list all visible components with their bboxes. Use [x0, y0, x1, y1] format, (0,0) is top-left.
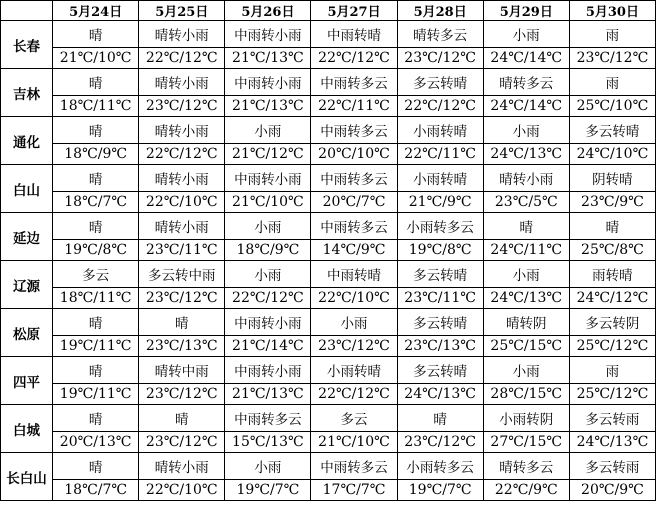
temperature-cell: 21℃/12℃	[225, 144, 311, 165]
temperature-cell: 19℃/11℃	[53, 384, 139, 405]
temperature-cell: 24℃/13℃	[483, 288, 569, 309]
city-weather-row	[1, 405, 656, 432]
weather-cell: 晴转多云	[483, 69, 569, 96]
weather-cell: 晴	[53, 405, 139, 432]
temperature-cell: 23℃/12℃	[569, 48, 655, 69]
weather-cell: 小雨转晴	[397, 117, 483, 144]
temperature-cell: 21℃/13℃	[225, 96, 311, 117]
weather-cell: 晴转中雨	[139, 357, 225, 384]
temperature-cell: 20℃/9℃	[569, 480, 655, 501]
weather-cell: 小雨	[483, 21, 569, 48]
weather-cell: 多云转晴	[397, 309, 483, 336]
temperature-cell: 22℃/12℃	[139, 144, 225, 165]
temperature-cell: 23℃/12℃	[139, 288, 225, 309]
temperature-cell: 21℃/14℃	[225, 336, 311, 357]
weather-cell: 雨转晴	[569, 261, 655, 288]
temperature-cell: 18℃/9℃	[225, 240, 311, 261]
weather-cell: 晴转阴	[483, 309, 569, 336]
weather-cell: 阴转晴	[569, 165, 655, 192]
date-header: 5月24日	[53, 1, 139, 21]
weather-cell: 晴	[483, 213, 569, 240]
table-body	[1, 1, 656, 501]
temperature-cell: 22℃/12℃	[311, 384, 397, 405]
date-header: 5月27日	[311, 1, 397, 21]
weather-cell: 多云转晴	[397, 261, 483, 288]
temperature-cell: 15℃/13℃	[225, 432, 311, 453]
weather-cell: 晴	[53, 165, 139, 192]
city-temp-row	[1, 432, 656, 453]
weather-cell: 小雨	[225, 453, 311, 480]
temperature-cell: 24℃/10℃	[569, 144, 655, 165]
temperature-cell: 23℃/9℃	[569, 192, 655, 213]
corner-cell	[1, 1, 53, 21]
city-weather-row	[1, 117, 656, 144]
city-name: 白城	[1, 405, 53, 453]
city-weather-row	[1, 213, 656, 240]
weather-cell: 晴转小雨	[139, 69, 225, 96]
temperature-cell: 23℃/12℃	[139, 384, 225, 405]
temperature-cell: 23℃/11℃	[397, 288, 483, 309]
temperature-cell: 22℃/10℃	[311, 288, 397, 309]
temperature-cell: 18℃/7℃	[53, 480, 139, 501]
date-header: 5月25日	[139, 1, 225, 21]
temperature-cell: 21℃/10℃	[53, 48, 139, 69]
city-temp-row	[1, 384, 656, 405]
weather-cell: 小雨	[225, 261, 311, 288]
temperature-cell: 25℃/15℃	[483, 336, 569, 357]
temperature-cell: 23℃/13℃	[139, 336, 225, 357]
temperature-cell: 23℃/12℃	[139, 432, 225, 453]
city-temp-row	[1, 144, 656, 165]
city-temp-row	[1, 192, 656, 213]
weather-cell: 中雨转小雨	[225, 309, 311, 336]
weather-cell: 中雨转多云	[311, 117, 397, 144]
weather-cell: 小雨	[483, 261, 569, 288]
temperature-cell: 21℃/9℃	[397, 192, 483, 213]
weather-cell: 晴	[53, 117, 139, 144]
city-name: 松原	[1, 309, 53, 357]
weather-cell: 多云转晴	[397, 69, 483, 96]
weather-cell: 小雨	[483, 357, 569, 384]
weather-cell: 晴转多云	[397, 21, 483, 48]
temperature-cell: 22℃/11℃	[311, 96, 397, 117]
city-weather-row	[1, 165, 656, 192]
date-header: 5月30日	[569, 1, 655, 21]
city-weather-row	[1, 261, 656, 288]
city-weather-row	[1, 453, 656, 480]
temperature-cell: 24℃/13℃	[569, 432, 655, 453]
temperature-cell: 24℃/14℃	[483, 48, 569, 69]
temperature-cell: 14℃/9℃	[311, 240, 397, 261]
weather-cell: 中雨转小雨	[225, 21, 311, 48]
temperature-cell: 25℃/10℃	[569, 96, 655, 117]
temperature-cell: 21℃/13℃	[225, 48, 311, 69]
temperature-cell: 23℃/11℃	[139, 240, 225, 261]
date-header: 5月29日	[483, 1, 569, 21]
temperature-cell: 22℃/11℃	[397, 144, 483, 165]
city-name: 通化	[1, 117, 53, 165]
weather-cell: 晴	[53, 309, 139, 336]
weather-cell: 中雨转多云	[225, 405, 311, 432]
weather-cell: 晴转多云	[483, 453, 569, 480]
city-temp-row	[1, 336, 656, 357]
city-temp-row	[1, 480, 656, 501]
city-temp-row	[1, 48, 656, 69]
weather-cell: 晴转小雨	[139, 453, 225, 480]
weather-cell: 中雨转小雨	[225, 165, 311, 192]
temperature-cell: 27℃/15℃	[483, 432, 569, 453]
weather-cell: 多云转中雨	[139, 261, 225, 288]
weather-cell: 雨	[569, 21, 655, 48]
temperature-cell: 22℃/12℃	[225, 288, 311, 309]
temperature-cell: 23℃/12℃	[397, 432, 483, 453]
temperature-cell: 23℃/12℃	[311, 336, 397, 357]
city-name: 长春	[1, 21, 53, 69]
temperature-cell: 22℃/12℃	[139, 48, 225, 69]
weather-cell: 中雨转小雨	[225, 69, 311, 96]
weather-cell: 多云	[53, 261, 139, 288]
weather-cell: 多云转晴	[569, 117, 655, 144]
city-temp-row	[1, 240, 656, 261]
weather-cell: 小雨转阴	[483, 405, 569, 432]
temperature-cell: 23℃/13℃	[397, 336, 483, 357]
temperature-cell: 23℃/12℃	[139, 96, 225, 117]
temperature-cell: 24℃/13℃	[397, 384, 483, 405]
weather-cell: 晴转小雨	[139, 165, 225, 192]
weather-cell: 小雨	[483, 117, 569, 144]
city-weather-row	[1, 69, 656, 96]
city-temp-row	[1, 96, 656, 117]
date-header: 5月28日	[397, 1, 483, 21]
weather-cell: 晴	[139, 309, 225, 336]
temperature-cell: 19℃/7℃	[225, 480, 311, 501]
weather-cell: 雨	[569, 357, 655, 384]
temperature-cell: 23℃/5℃	[483, 192, 569, 213]
city-name: 白山	[1, 165, 53, 213]
temperature-cell: 19℃/8℃	[397, 240, 483, 261]
temperature-cell: 25℃/12℃	[569, 336, 655, 357]
weather-cell: 小雨转多云	[397, 453, 483, 480]
weather-cell: 小雨转晴	[397, 165, 483, 192]
weather-cell: 多云转雨	[569, 405, 655, 432]
date-header: 5月26日	[225, 1, 311, 21]
temperature-cell: 17℃/7℃	[311, 480, 397, 501]
weather-cell: 中雨转晴	[311, 21, 397, 48]
temperature-cell: 20℃/7℃	[311, 192, 397, 213]
weather-cell: 中雨转多云	[311, 213, 397, 240]
weather-cell: 晴	[53, 21, 139, 48]
temperature-cell: 18℃/11℃	[53, 96, 139, 117]
temperature-cell: 22℃/10℃	[139, 480, 225, 501]
weather-cell: 中雨转多云	[311, 165, 397, 192]
temperature-cell: 25℃/12℃	[569, 384, 655, 405]
weather-cell: 晴	[53, 213, 139, 240]
temperature-cell: 21℃/10℃	[311, 432, 397, 453]
weather-cell: 晴	[53, 69, 139, 96]
city-name: 吉林	[1, 69, 53, 117]
weather-cell: 小雨转晴	[311, 357, 397, 384]
weather-cell: 晴转小雨	[139, 21, 225, 48]
weather-cell: 晴转小雨	[139, 117, 225, 144]
weather-cell: 小雨转多云	[397, 213, 483, 240]
temperature-cell: 24℃/12℃	[569, 288, 655, 309]
temperature-cell: 21℃/13℃	[225, 384, 311, 405]
weather-cell: 中雨转小雨	[225, 357, 311, 384]
city-name: 四平	[1, 357, 53, 405]
temperature-cell: 22℃/12℃	[397, 96, 483, 117]
city-name: 长白山	[1, 453, 53, 501]
temperature-cell: 18℃/7℃	[53, 192, 139, 213]
temperature-cell: 19℃/8℃	[53, 240, 139, 261]
city-weather-row	[1, 21, 656, 48]
weather-cell: 晴	[397, 405, 483, 432]
temperature-cell: 18℃/11℃	[53, 288, 139, 309]
city-weather-row	[1, 357, 656, 384]
temperature-cell: 23℃/12℃	[397, 48, 483, 69]
temperature-cell: 24℃/14℃	[483, 96, 569, 117]
weather-cell: 晴	[53, 357, 139, 384]
weather-cell: 小雨	[225, 213, 311, 240]
temperature-cell: 22℃/12℃	[311, 48, 397, 69]
weather-cell: 中雨转多云	[311, 453, 397, 480]
temperature-cell: 22℃/9℃	[483, 480, 569, 501]
temperature-cell: 24℃/13℃	[483, 144, 569, 165]
weather-cell: 晴转小雨	[139, 213, 225, 240]
city-name: 延边	[1, 213, 53, 261]
weather-cell: 雨	[569, 69, 655, 96]
temperature-cell: 28℃/15℃	[483, 384, 569, 405]
city-temp-row	[1, 288, 656, 309]
temperature-cell: 25℃/8℃	[569, 240, 655, 261]
temperature-cell: 18℃/9℃	[53, 144, 139, 165]
weather-cell: 晴	[139, 405, 225, 432]
weather-cell: 小雨	[311, 309, 397, 336]
temperature-cell: 21℃/10℃	[225, 192, 311, 213]
weather-cell: 多云转阴	[569, 309, 655, 336]
weather-cell: 多云转晴	[397, 357, 483, 384]
city-name: 辽源	[1, 261, 53, 309]
temperature-cell: 20℃/13℃	[53, 432, 139, 453]
temperature-cell: 19℃/11℃	[53, 336, 139, 357]
weather-cell: 小雨	[225, 117, 311, 144]
temperature-cell: 19℃/7℃	[397, 480, 483, 501]
temperature-cell: 22℃/10℃	[139, 192, 225, 213]
date-header-row	[1, 1, 656, 21]
temperature-cell: 20℃/10℃	[311, 144, 397, 165]
city-weather-row	[1, 309, 656, 336]
weather-cell: 晴	[53, 453, 139, 480]
weather-cell: 晴	[569, 213, 655, 240]
weather-cell: 多云转雨	[569, 453, 655, 480]
weather-cell: 中雨转多云	[311, 69, 397, 96]
weather-cell: 中雨转晴	[311, 261, 397, 288]
weather-cell: 多云	[311, 405, 397, 432]
temperature-cell: 24℃/11℃	[483, 240, 569, 261]
weather-cell: 晴转小雨	[483, 165, 569, 192]
